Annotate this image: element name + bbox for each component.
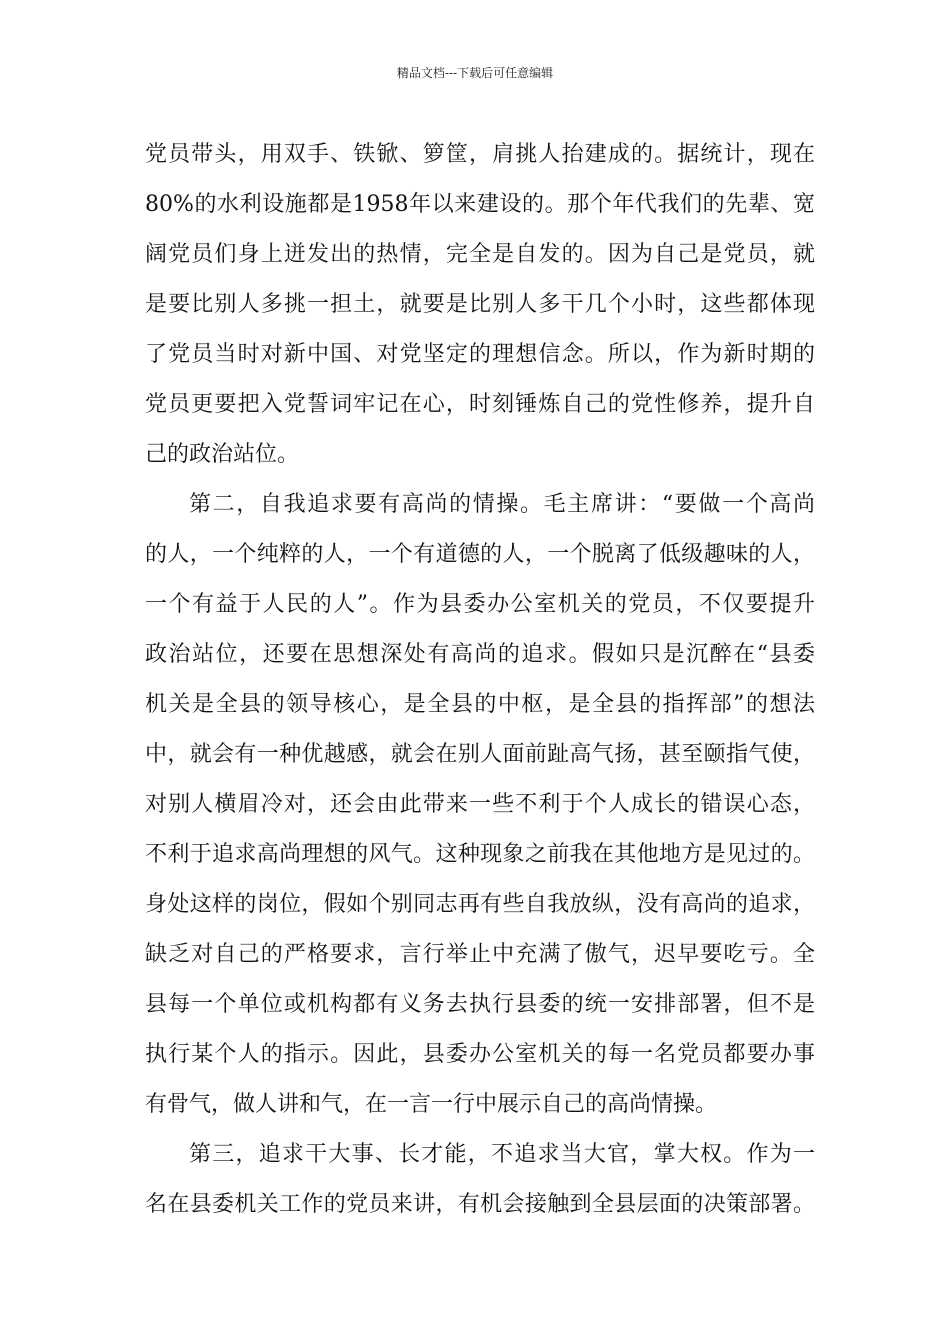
text-line: 一个有益于人民的人”。作为县委办公室机关的党员，不仅要提升	[145, 592, 815, 617]
text-line: 政治站位，还要在思想深处有高尚的追求。假如只是沉醉在“县委	[145, 642, 815, 667]
text-line: 中，就会有一种优越感，就会在别人面前趾高气扬，甚至颐指气使，	[145, 742, 815, 767]
paragraph-start-line: 第二，自我追求要有高尚的情操。毛主席讲：“要做一个高尚	[189, 492, 815, 517]
text-line: 党员带头，用双手、铁锨、箩筐，肩挑人抬建成的。据统计，现在	[145, 142, 815, 167]
text-line: 己的政治站位。	[145, 442, 300, 467]
text-line: 缺乏对自己的严格要求，言行举止中充满了傲气，迟早要吃亏。全	[145, 942, 815, 967]
text-line: 有骨气，做人讲和气，在一言一行中展示自己的高尚情操。	[145, 1092, 718, 1117]
text-line: 的人，一个纯粹的人，一个有道德的人，一个脱离了低级趣味的人，	[145, 542, 815, 567]
text-line: 身处这样的岗位，假如个别同志再有些自我放纵，没有高尚的追求，	[145, 892, 815, 917]
text-line: 了党员当时对新中国、对党坚定的理想信念。所以，作为新时期的	[145, 342, 815, 367]
text-line: 执行某个人的指示。因此，县委办公室机关的每一名党员都要办事	[145, 1042, 815, 1067]
text-line: 县每一个单位或机构都有义务去执行县委的统一安排部署，但不是	[145, 992, 815, 1017]
text-line: 对别人横眉冷对，还会由此带来一些不利于个人成长的错误心态，	[145, 792, 815, 817]
paragraph-start-line: 第三，追求干大事、长才能，不追求当大官，掌大权。作为一	[189, 1142, 815, 1167]
text-line: 不利于追求高尚理想的风气。这种现象之前我在其他地方是见过的。	[145, 842, 815, 867]
text-line: 名在县委机关工作的党员来讲，有机会接触到全县层面的决策部署。	[145, 1192, 815, 1217]
page-header: 精品文档---下载后可任意编辑	[396, 66, 554, 80]
text-line: 党员更要把入党誓词牢记在心，时刻锤炼自己的党性修养，提升自	[145, 392, 815, 417]
text-line: 机关是全县的领导核心，是全县的中枢，是全县的指挥部”的想法	[145, 692, 815, 717]
text-line: 80%的水利设施都是1958年以来建设的。那个年代我们的先辈、宽	[145, 192, 815, 217]
text-line: 阔党员们身上迸发出的热情，完全是自发的。因为自己是党员，就	[145, 242, 815, 267]
text-line: 是要比别人多挑一担土，就要是比别人多干几个小时，这些都体现	[145, 292, 815, 317]
document-body	[145, 130, 815, 1230]
